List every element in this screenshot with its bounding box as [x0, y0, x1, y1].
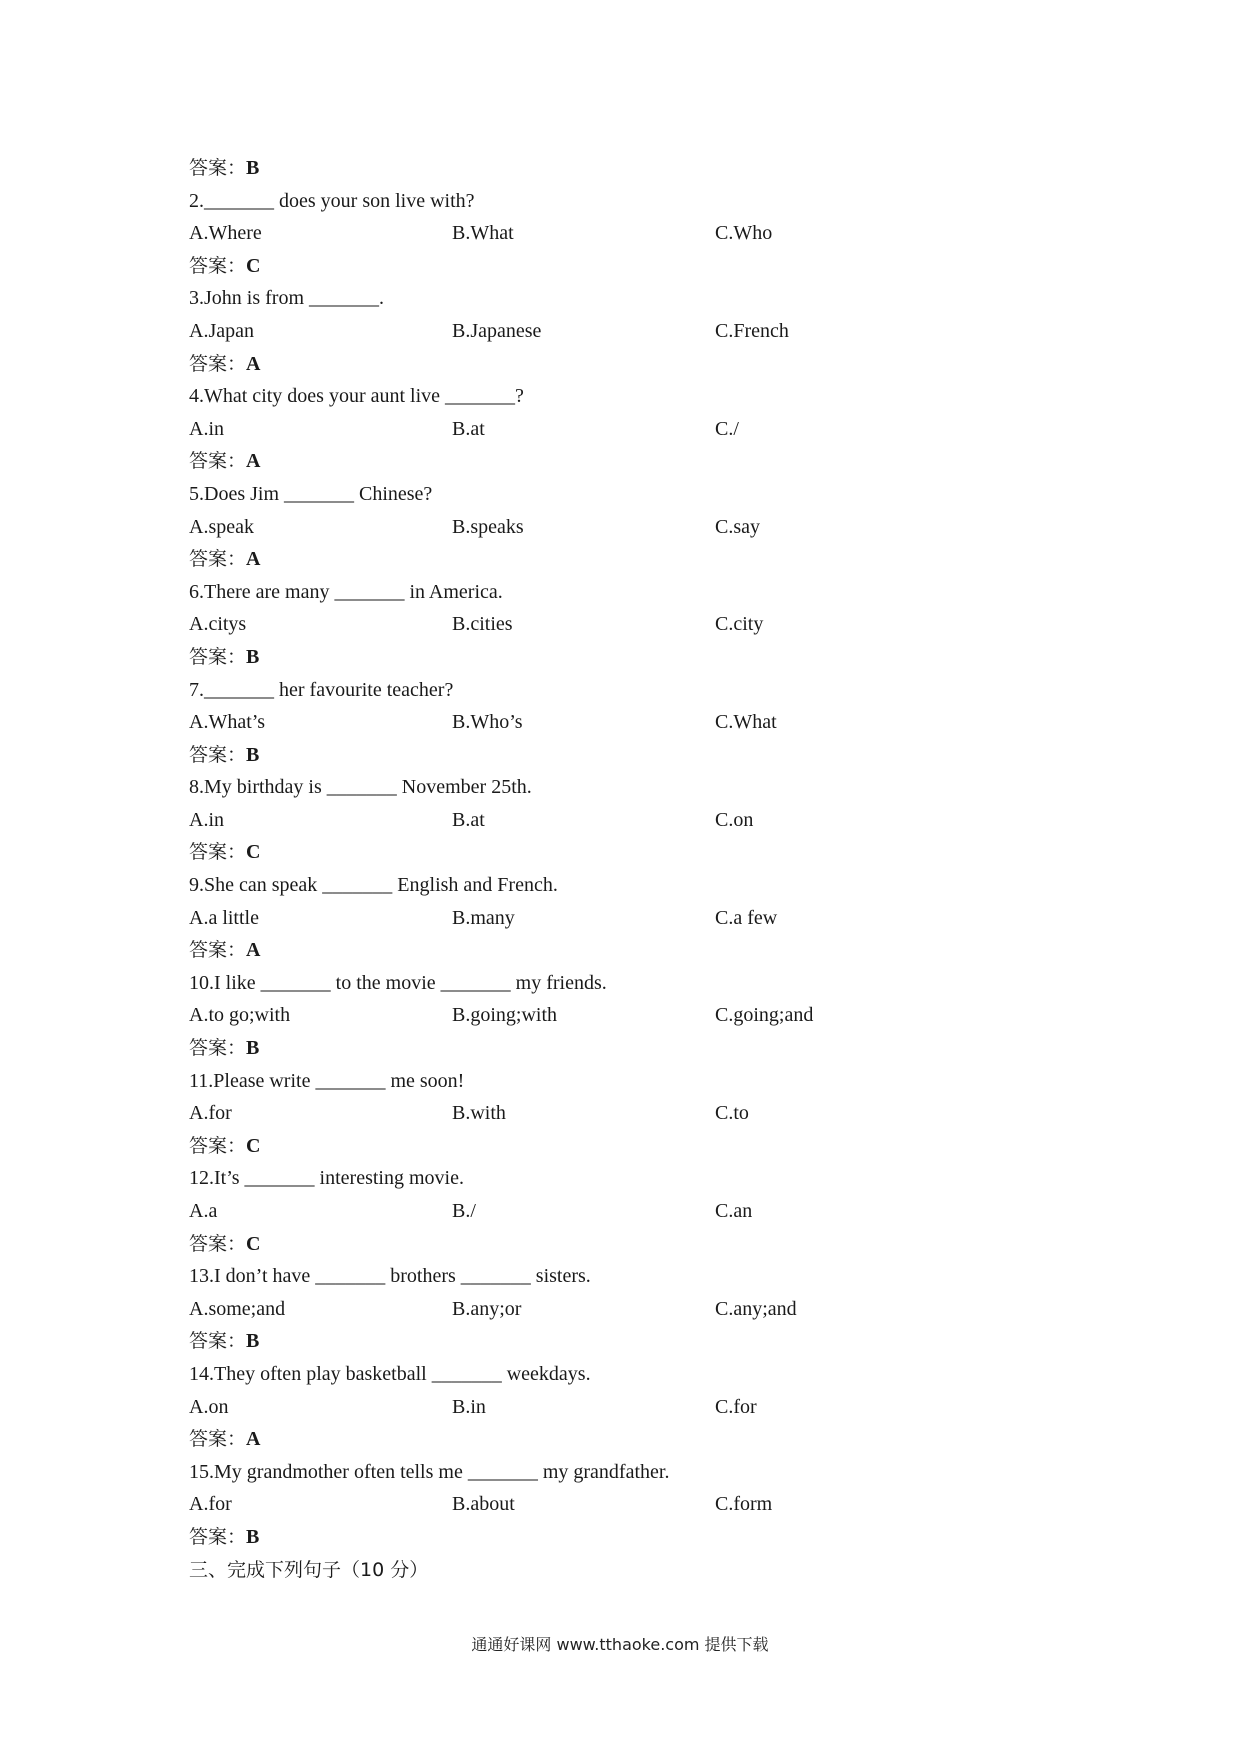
answer-line [189, 1130, 1089, 1163]
option-c: C.an [715, 1200, 753, 1222]
question-options [189, 315, 1089, 348]
option-b: B.speaks [452, 515, 524, 538]
option-a: A.speak [189, 515, 254, 538]
answer-line [189, 1521, 1089, 1554]
option-a: A.Japan [189, 319, 254, 342]
question-options [189, 804, 1089, 837]
question-options [189, 608, 1089, 641]
question-stem: 2._______ does your son live with? [189, 189, 475, 212]
question-stem: 3.John is from _______. [189, 287, 384, 310]
answer-label: 答案： [189, 1037, 247, 1060]
answer-label: 答案： [189, 450, 247, 473]
answer-letter: A [246, 548, 261, 571]
question-stem: 14.They often play basketball _______ weekdays. [189, 1362, 591, 1385]
option-a: A.some;and [189, 1297, 286, 1320]
answer-letter: B [246, 157, 260, 179]
answer-line [189, 1032, 1089, 1065]
option-c: C.French [715, 319, 789, 342]
question-options [189, 511, 1089, 544]
option-b: B.Who’s [452, 711, 523, 734]
answer-label: 答案： [189, 157, 247, 179]
answer-letter: A [246, 1428, 261, 1451]
question-stem: 5.Does Jim _______ Chinese? [189, 482, 433, 505]
option-a: A.citys [189, 613, 247, 636]
answer-label: 答案： [189, 254, 247, 277]
option-c: C.a few [715, 906, 778, 929]
question-stem: 4.What city does your aunt live _______? [189, 385, 524, 408]
option-b: B.in [452, 1395, 486, 1418]
answer-label: 答案： [189, 939, 247, 962]
option-a: A.to go;with [189, 1004, 291, 1027]
answer-line [189, 641, 1089, 674]
option-b: B.Japanese [452, 319, 542, 342]
question-options [189, 1195, 1089, 1228]
answer-line [189, 836, 1089, 869]
option-c: C.to [715, 1102, 749, 1125]
answer-label: 答案： [189, 548, 247, 571]
option-b: B.cities [452, 613, 513, 636]
option-c: C.say [715, 515, 760, 538]
answer-label: 答案： [189, 1525, 247, 1548]
option-c: C.going;and [715, 1004, 814, 1027]
answer-label: 答案： [189, 1428, 247, 1451]
answer-letter: A [246, 450, 261, 473]
question-options [189, 1293, 1089, 1326]
option-a: A.for [189, 1493, 232, 1516]
option-b: B.any;or [452, 1297, 522, 1320]
question-options [189, 217, 1089, 250]
question-stem: 7._______ her favourite teacher? [189, 678, 454, 701]
answer-letter: B [246, 1037, 260, 1060]
answer-line [189, 445, 1089, 478]
answer-letter: B [246, 743, 260, 766]
option-a: A.on [189, 1395, 229, 1418]
question-options [189, 1097, 1089, 1130]
answer-label: 答案： [189, 841, 247, 864]
answer-letter: C [246, 1232, 261, 1255]
option-b: B./ [452, 1200, 476, 1222]
question-options [189, 1391, 1089, 1424]
option-c: C.on [715, 808, 754, 831]
answer-label: 答案： [189, 1330, 247, 1353]
option-b: B.What [452, 222, 514, 245]
question-stem: 11.Please write _______ me soon! [189, 1069, 465, 1092]
option-a: A.for [189, 1102, 232, 1125]
page-footer: 通通好课网 www.tthaoke.com 提供下载 [471, 1635, 769, 1654]
question-stem: 10.I like _______ to the movie _______ my friends. [189, 971, 607, 994]
option-c: C.city [715, 613, 764, 636]
option-b: B.about [452, 1493, 515, 1516]
answer-label: 答案： [189, 352, 247, 375]
answer-line [189, 543, 1089, 576]
question-options [189, 706, 1089, 739]
option-b: B.with [452, 1102, 506, 1125]
document-body [189, 152, 1089, 1586]
option-c: C.form [715, 1493, 773, 1516]
question-list [189, 185, 1089, 1554]
option-c: C.What [715, 711, 777, 734]
answer-letter: B [246, 1525, 260, 1548]
answer-letter: B [246, 645, 260, 668]
answer-label: 答案： [189, 1232, 247, 1255]
option-a: A.in [189, 808, 224, 831]
answer-line [189, 1325, 1089, 1358]
option-b: B.at [452, 417, 485, 440]
answer-label: 答案： [189, 1134, 247, 1157]
answer-label: 答案： [189, 743, 247, 766]
option-a: A.a [189, 1200, 218, 1222]
option-b: B.at [452, 808, 485, 831]
answer-letter: A [246, 939, 261, 962]
answer-line [189, 934, 1089, 967]
question-stem: 15.My grandmother often tells me _______ my grandfather. [189, 1460, 670, 1483]
answer-letter: C [246, 1134, 261, 1157]
answer-letter: C [246, 254, 261, 277]
answer-line [189, 1423, 1089, 1456]
answer-line [189, 152, 1089, 185]
answer-label: 答案： [189, 645, 247, 668]
question-options [189, 1488, 1089, 1521]
answer-letter: B [246, 1330, 260, 1353]
answer-line [189, 739, 1089, 772]
question-options [189, 999, 1089, 1032]
option-b: B.many [452, 906, 515, 929]
option-a: A.What’s [189, 711, 266, 734]
answer-letter: A [246, 352, 261, 375]
question-stem: 8.My birthday is _______ November 25th. [189, 776, 532, 799]
question-stem: 9.She can speak _______ English and French. [189, 874, 558, 897]
option-c: C./ [715, 417, 739, 440]
question-stem: 12.It’s _______ interesting movie. [189, 1167, 464, 1190]
option-c: C.any;and [715, 1297, 797, 1320]
question-stem: 6.There are many _______ in America. [189, 580, 503, 603]
option-a: A.in [189, 417, 224, 440]
option-c: C.Who [715, 222, 773, 245]
answer-line [189, 348, 1089, 381]
section-heading: 三、完成下列句子（10 分） [189, 1558, 429, 1581]
option-a: A.Where [189, 222, 262, 245]
question-options [189, 902, 1089, 935]
answer-line [189, 250, 1089, 283]
question-options [189, 413, 1089, 446]
option-c: C.for [715, 1395, 757, 1418]
answer-letter: C [246, 841, 261, 864]
option-b: B.going;with [452, 1004, 558, 1027]
question-stem: 13.I don’t have _______ brothers _______ sisters. [189, 1265, 591, 1288]
option-a: A.a little [189, 906, 259, 929]
answer-line [189, 1228, 1089, 1261]
